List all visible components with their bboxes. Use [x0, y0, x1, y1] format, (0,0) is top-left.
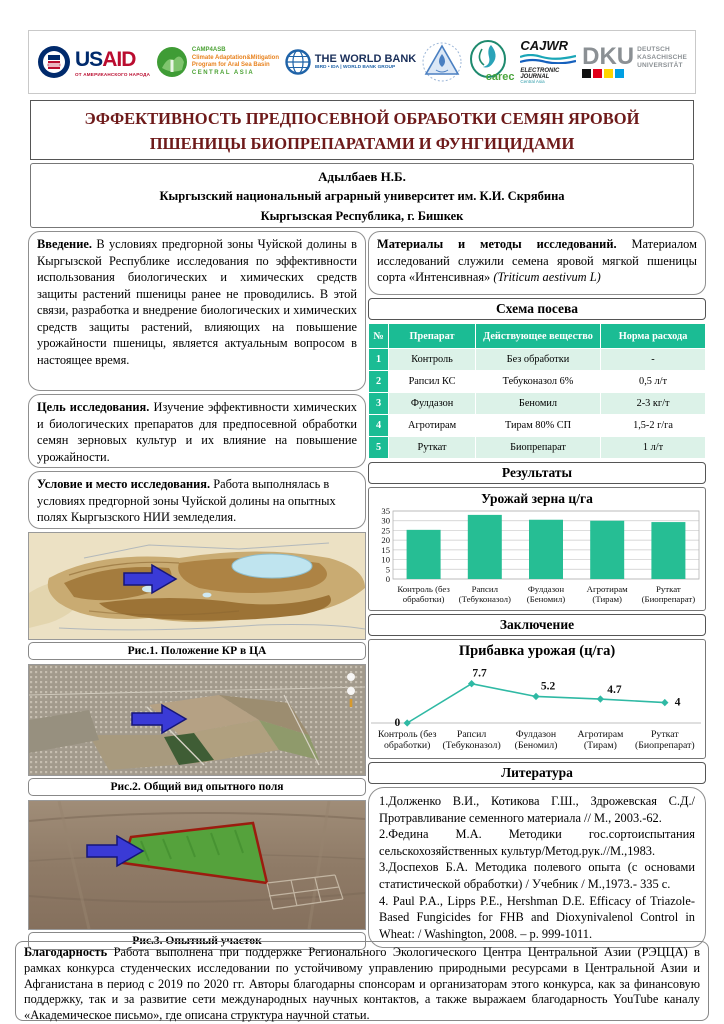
svg-text:20: 20 [381, 535, 390, 546]
svg-text:(Беномил): (Беномил) [526, 594, 566, 604]
acknowledgment-box [15, 941, 709, 1021]
data-label: 4.7 [607, 684, 622, 697]
poster-title-box [30, 100, 694, 160]
literature-item: 1.Долженко В.И., Котикова Г.Ш., Здрожевская С.Д./ Протравливание семенного материала // М., 2003.-62. [379, 794, 695, 825]
usaid-logo [37, 45, 150, 79]
table-header-cell: Препарат [389, 324, 476, 349]
bar [651, 522, 685, 579]
table-cell: 2-3 кг/т [601, 393, 706, 415]
dku-logo [582, 42, 687, 79]
carec-wordmark: carec [485, 71, 515, 83]
literature-list [368, 787, 706, 948]
worldbank-globe-icon [285, 49, 311, 75]
worldbank-text: THE WORLD BANK IBRD • IDA | WORLD BANK GROUP [314, 53, 417, 71]
bar [468, 515, 502, 579]
table-header-cell: Норма расхода [601, 324, 706, 349]
table-row [369, 371, 706, 393]
table-cell: Рапсил КС [389, 371, 476, 393]
literature-item: 4. Paul P.A., Lipps P.E., Hershman D.E. Efficacy of Triazole-Based Fungicides for FHB and Dioxynivalenol Control in Wheat: / Washington, 2008. – p. 999-1011. [379, 893, 695, 941]
data-point-marker [532, 693, 539, 700]
data-point-marker [404, 719, 411, 726]
gain-line-chart [371, 661, 701, 753]
bar [529, 520, 563, 579]
camp4asb-globe-icon [156, 46, 188, 78]
line-chart-title: Прибавка урожая (ц/га) [458, 643, 616, 659]
left-column [28, 231, 366, 954]
table-header-cell: Действующее вещество [475, 324, 600, 349]
figure2-caption: Рис.2. Общий вид опытного поля [28, 778, 366, 796]
worldbank-logo [285, 49, 416, 75]
svg-text:Руткат: Руткат [650, 729, 679, 740]
table-cell: Контроль [389, 349, 476, 371]
poster-title-line2: ПШЕНИЦЫ БИОПРЕПАРАТАМИ И ФУНГИЦИДАМИ [149, 133, 575, 153]
acknowledgment-label: Благодарность [24, 945, 108, 959]
usaid-seal-icon [37, 45, 71, 79]
conclusion-section-bar: Заключение [368, 614, 706, 636]
dku-wordmark: DKU [582, 42, 635, 70]
materials-section [368, 231, 706, 295]
camp4asb-text: CAMP4ASB Climate Adaptation&Mitigation Program for Aral Sea Basin CENTRAL ASIA [191, 47, 279, 76]
figure1-map-kyrgyzstan [28, 532, 366, 640]
svg-text:(Тебуконазол): (Тебуконазол) [458, 594, 511, 604]
figure2-satellite-field [28, 664, 366, 776]
data-label: 0 [394, 717, 401, 729]
table-cell: 1 [369, 349, 389, 371]
ifas-logo [422, 40, 462, 84]
table-cell: - [601, 349, 706, 371]
svg-text:(Тирам): (Тирам) [583, 740, 617, 751]
dku-text: DEUTSCH KASACHISCHE UNIVERSITÄT [637, 45, 687, 69]
gain-line-chart-box [368, 639, 706, 759]
bar-chart-title: Урожай зерна ц/га [481, 491, 593, 506]
svg-text:15: 15 [381, 544, 390, 555]
svg-text:0: 0 [385, 574, 390, 584]
svg-text:5: 5 [385, 564, 390, 575]
table-cell: Руткат [389, 437, 476, 459]
svg-text:(Биопрепарат): (Биопрепарат) [641, 594, 696, 604]
svg-text:(Беномил): (Беномил) [514, 740, 558, 751]
svg-text:10: 10 [381, 554, 390, 565]
table-header-cell: № [369, 324, 389, 349]
table-cell: 4 [369, 415, 389, 437]
svg-text:(Тирам): (Тирам) [592, 594, 622, 604]
svg-text:Контроль (без: Контроль (без [397, 584, 450, 594]
table-row [369, 437, 706, 459]
usaid-wordmark: USAID [75, 47, 136, 71]
yield-bar-chart [371, 508, 701, 605]
conditions-text: Работа выполнялась в условиях предгорной зоны Чуйской долины на опытных полях Кыргызского НИИ земледелия. [37, 477, 336, 524]
bar [590, 521, 624, 579]
data-point-marker [597, 695, 604, 702]
cajwr-logo: CAJWR ELECTRONIC JOURNAL Central Asia [520, 39, 576, 85]
camp4asb-logo [156, 46, 279, 78]
table-cell: 2 [369, 371, 389, 393]
table-cell: Тебуконазол 6% [475, 371, 600, 393]
cajwr-wordmark: CAJWR [520, 38, 568, 54]
right-column [368, 231, 706, 948]
sowing-scheme-table [368, 323, 706, 459]
svg-text:35: 35 [381, 508, 390, 516]
poster-title-line1: ЭФФЕКТИВНОСТЬ ПРЕДПОСЕВНОЙ ОБРАБОТКИ СЕМЯН ЯРОВОЙ [84, 109, 640, 128]
acknowledgment-text: Работа выполнена при поддержке Регионального Экологического Центра Центральной Азии (РЭЦЦА) в рамках конкурса студенческих исследовании по устойчивому управлению природными ресурсами в Центральной Азии и Афганистана в период с 2019 по 2020 гг. Авторы благодарны спонсорам и организаторам этого конкурса, как за финансовую поддержку, так и за развитие сети международных научных контактов, а также выражаем благодарность YouTube каналу «Академическое письмо», где описана структура научной статьи. [24, 945, 700, 1022]
table-cell: Беномил [475, 393, 600, 415]
cajwr-waves-icon [520, 54, 576, 64]
literature-section-bar: Литература [368, 762, 706, 784]
table-cell: Тирам 80% СП [475, 415, 600, 437]
svg-text:Контроль (без: Контроль (без [377, 729, 437, 740]
table-row [369, 393, 706, 415]
literature-item: 2.Федина М.А. Методики гос.сортоиспытания сельскохозяйственных культур/Метод.рук.//М.,1983. [379, 827, 695, 858]
table-cell: 1,5-2 г/га [601, 415, 706, 437]
data-point-marker [661, 699, 668, 706]
table-cell: 0,5 л/т [601, 371, 706, 393]
author-box [30, 163, 694, 228]
logo-bar [28, 30, 696, 94]
svg-text:30: 30 [381, 515, 390, 526]
literature-item: 3.Доспехов Б.А. Методика полевого опыта (с основами статистической обработки) / Учебник / М.,1973.- 335 с. [379, 860, 695, 892]
data-point-marker [468, 680, 475, 687]
species-name: (Triticum aestivum L) [493, 270, 601, 284]
materials-text: Материалом исследований служили семена яровой мягкой пшеницы сорта «Интенсивная» [377, 237, 697, 284]
author-affiliation: Кыргызский национальный аграрный университет им. К.И. Скрябина [159, 189, 565, 203]
table-cell: Фулдазон [389, 393, 476, 415]
table-cell: 5 [369, 437, 389, 459]
svg-text:Фулдазон: Фулдазон [527, 584, 565, 594]
bar [407, 530, 441, 579]
results-section-bar: Результаты [368, 462, 706, 484]
table-header-row [369, 324, 706, 349]
data-label: 5.2 [540, 680, 556, 693]
intro-section [28, 231, 366, 391]
svg-text:(Тебуконазол): (Тебуконазол) [442, 740, 501, 751]
svg-text:Фулдазон: Фулдазон [515, 729, 557, 740]
goal-label: Цель исследования. [37, 400, 150, 414]
svg-text:25: 25 [381, 525, 390, 536]
goal-text: Изучение эффективности химических и биологических препаратов для предпосевной обработки семян зерновых культур и их влияние на повышение урожайности. [37, 400, 357, 464]
data-label: 7.7 [472, 667, 487, 680]
table-cell: Биопрепарат [475, 437, 600, 459]
dku-squares-icon [582, 69, 634, 78]
table-row [369, 415, 706, 437]
usaid-tagline: ОТ АМЕРИКАНСКОГО НАРОДА [75, 71, 151, 77]
conditions-label: Условие и место исследования. [37, 477, 211, 491]
table-row [369, 349, 706, 371]
conditions-section [28, 471, 366, 529]
figure1-caption: Рис.1. Положение КР в ЦА [28, 642, 366, 660]
table-cell: Агротирам [389, 415, 476, 437]
svg-text:Руткат: Руткат [655, 584, 681, 594]
svg-text:Агротирам: Агротирам [577, 729, 624, 740]
line-series [407, 684, 665, 723]
materials-label: Материалы и методы исследований. [377, 237, 617, 251]
svg-text:обработки): обработки) [402, 594, 445, 604]
table-cell: 1 л/т [601, 437, 706, 459]
water-triangle-icon [422, 40, 462, 84]
author-location: Кыргызская Республика, г. Бишкек [260, 209, 464, 223]
svg-text:Рапсил: Рапсил [456, 729, 487, 740]
table-title-bar: Схема посева [368, 298, 706, 320]
intro-text: В условиях предгорной зоны Чуйской долины в Кыргызской Республике исследования по эффективности использования биологических и химических средств защиты растений пшеницы ранее не проводились. В этой связи, разработка и внедрение биологических и химических средств защиты растений, влияющих на повышение урожайности пшеницы, является актуальным вопросом в настоящее время. [37, 237, 357, 367]
svg-text:Агротирам: Агротирам [586, 584, 628, 594]
carec-logo [468, 39, 515, 85]
table-cell: 3 [369, 393, 389, 415]
svg-text:Рапсил: Рапсил [471, 584, 498, 594]
data-label: 4 [674, 696, 681, 709]
figure3-caption: Рис.3. Опытный участок [28, 932, 366, 950]
svg-text:обработки): обработки) [383, 740, 431, 751]
goal-section [28, 394, 366, 468]
intro-label: Введение. [37, 237, 92, 251]
figure3-experimental-plot [28, 800, 366, 930]
author-name: Адылбаев Н.Б. [318, 169, 406, 184]
table-cell: Без обработки [475, 349, 600, 371]
svg-text:(Биопрепарат): (Биопрепарат) [634, 740, 695, 751]
yield-bar-chart-box [368, 487, 706, 611]
